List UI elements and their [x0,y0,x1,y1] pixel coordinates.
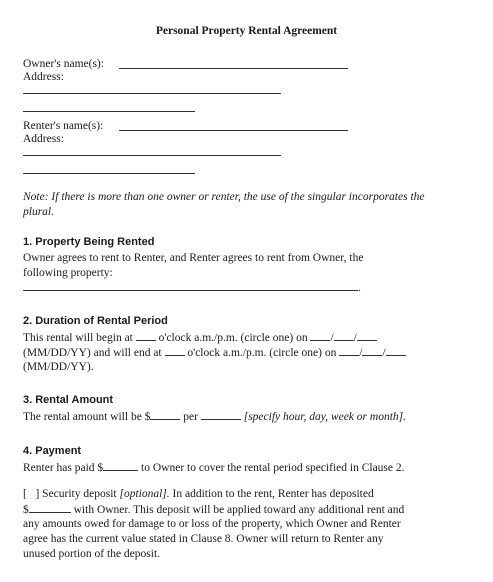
renter-address-line-1[interactable] [23,155,281,156]
section-2-line-2 [23,345,406,360]
begin-month-field[interactable] [310,330,330,341]
section-1-period: . [358,282,361,294]
date-slash: / [382,347,386,359]
end-time-label: (MM/DD/YY) and will end at [23,347,162,359]
deposit-line-2 [23,502,404,517]
begin-day-field[interactable] [334,330,354,341]
per-label: per [183,411,198,423]
deposit-label: Security deposit [42,488,117,500]
deposit-checkbox[interactable]: [ ] [23,488,40,500]
section-3-line-1 [23,409,406,424]
deposit-amount-field[interactable] [29,502,71,513]
owner-address-line-2[interactable] [23,111,195,112]
section-3-heading: 3. Rental Amount [23,394,114,406]
end-year-field[interactable] [386,345,406,356]
section-1-line-1: Owner agrees to rent to Renter, and Renter agrees to rent from Owner, the [23,252,364,264]
note-line-2: plural. [23,206,54,218]
paid-amount-field[interactable] [103,460,138,471]
deposit-line-5: unused portion of the deposit. [23,548,161,560]
end-ampm-label: o'clock a.m./p.m. (circle one) on [187,347,337,359]
date-slash: / [353,332,357,344]
section-2-line-3: (MM/DD/YY). [23,361,94,373]
note-line-1: Note: If there is more than one owner or renter, the use of the singular incorporates the [23,191,425,203]
renter-name-label: Renter's name(s): [23,120,104,132]
renter-name-field[interactable] [119,130,348,131]
section-2-line-1 [23,330,377,345]
property-description-field[interactable] [23,290,358,291]
date-slash: / [359,347,363,359]
deposit-line-3: any amounts owed for damage to or loss of the property, which Owner and Renter [23,518,401,530]
deposit-line-1 [23,487,374,501]
end-month-field[interactable] [339,345,359,356]
deposit-optional: [optional]. [119,488,170,500]
owner-address-line-1[interactable] [23,93,281,94]
deposit-text: In addition to the rent, Renter has deposited [172,488,374,500]
rental-amount-label: The rental amount will be $ [23,411,151,423]
begin-time-label: This rental will begin at [23,332,133,344]
end-hour-field[interactable] [165,345,185,356]
renter-address-line-2[interactable] [23,173,195,174]
owner-name-field[interactable] [119,68,348,69]
begin-ampm-label: o'clock a.m./p.m. (circle one) on [158,332,308,344]
section-4-line-1 [23,460,405,475]
date-slash: / [330,332,334,344]
begin-hour-field[interactable] [136,330,156,341]
section-1-line-2: following property: [23,267,113,279]
end-day-field[interactable] [362,345,382,356]
owner-address-label: Address: [23,71,64,83]
deposit-dollar: $ [23,504,29,516]
owner-name-label: Owner's name(s): [23,58,104,70]
deposit-line-2-text: with Owner. This deposit will be applied toward any additional rent and [73,504,405,516]
rental-period-unit-field[interactable] [201,409,241,420]
paid-rest: to Owner to cover the rental period specified in Clause 2. [141,462,405,474]
rental-amount-field[interactable] [150,409,180,420]
rental-period-hint: [specify hour, day, week or month]. [243,411,406,423]
section-1-heading: 1. Property Being Rented [23,236,155,248]
paid-label: Renter has paid $ [23,462,104,474]
section-2-heading: 2. Duration of Rental Period [23,315,168,327]
begin-year-field[interactable] [357,330,377,341]
section-4-heading: 4. Payment [23,445,82,457]
document-title: Personal Property Rental Agreement [155,25,338,37]
renter-address-label: Address: [23,133,64,145]
deposit-line-4: agree has the current value stated in Clause 8. Owner will return to Renter any [23,533,384,545]
